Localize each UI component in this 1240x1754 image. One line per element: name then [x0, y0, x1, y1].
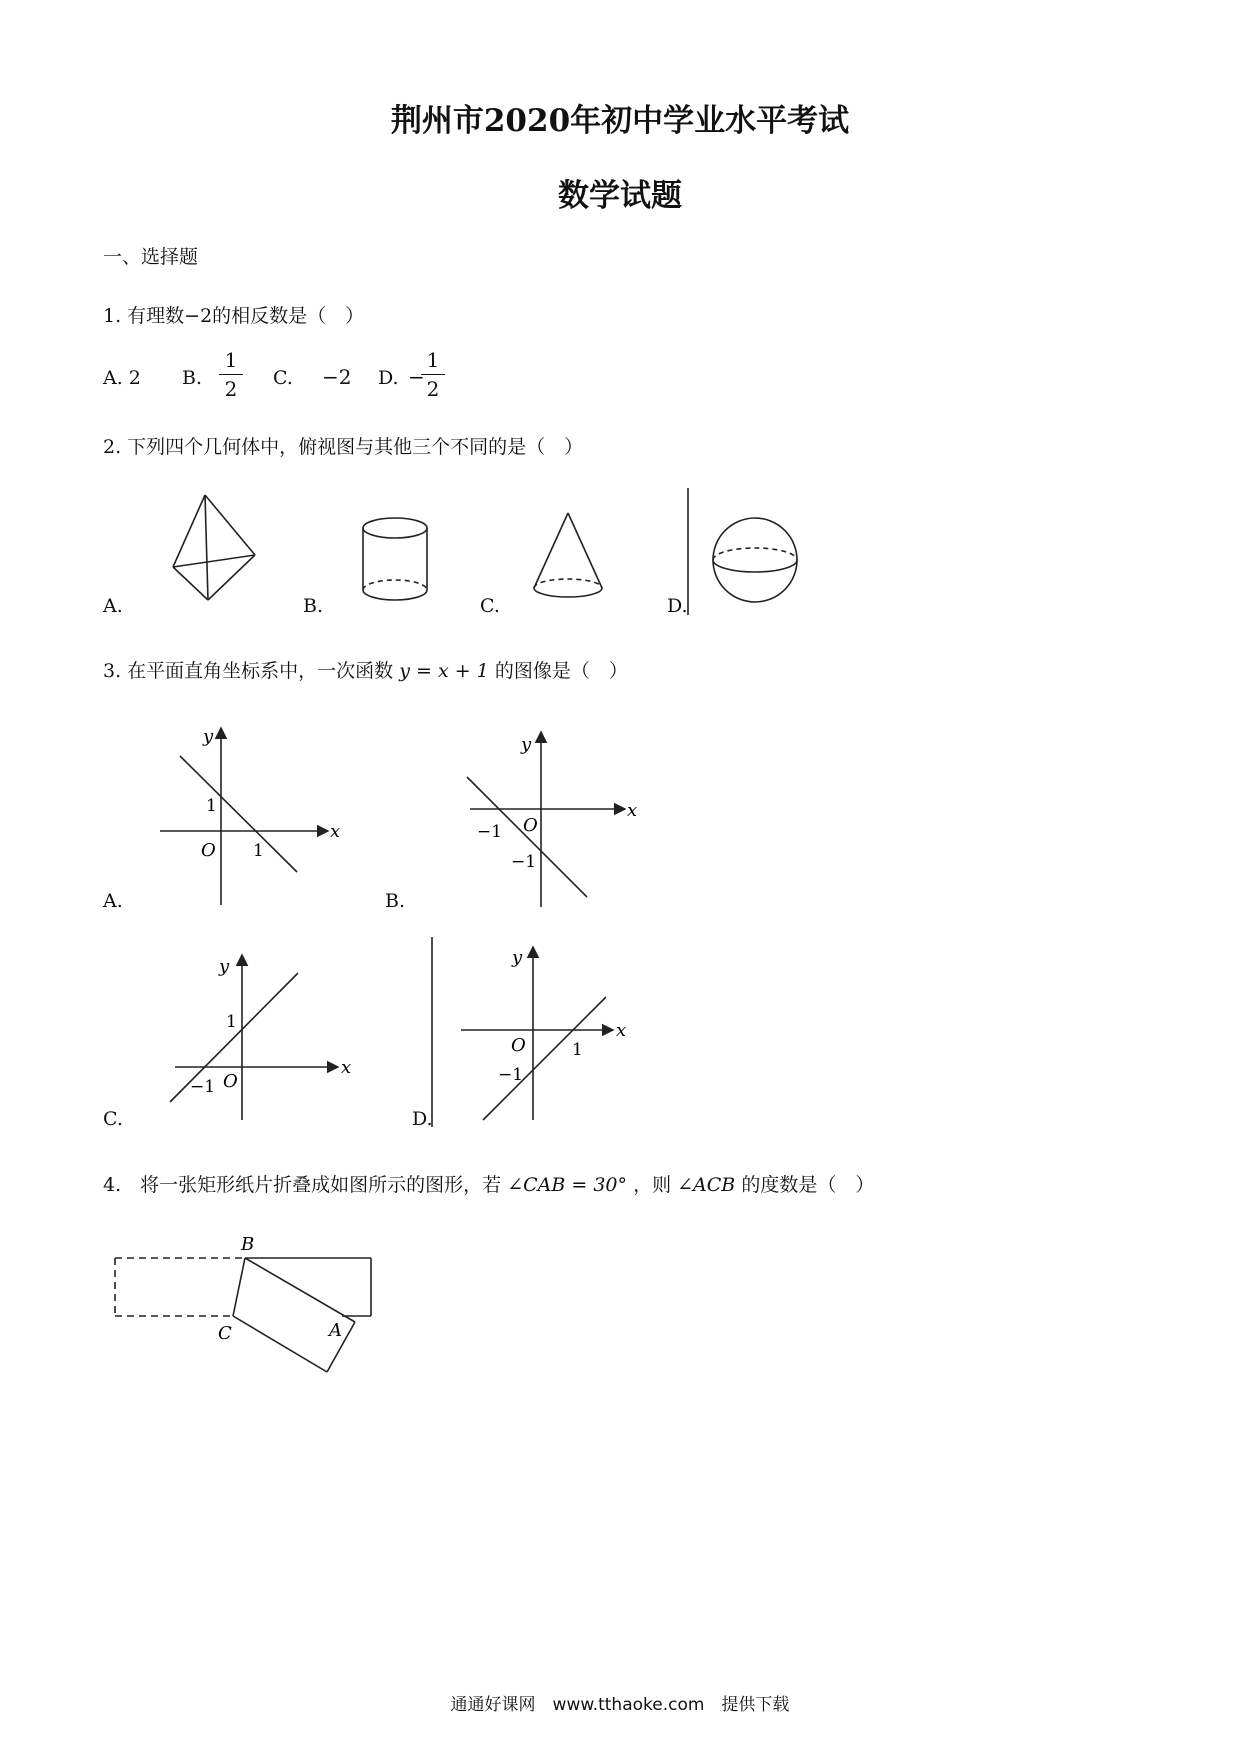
q4-point-c: C	[218, 1323, 232, 1344]
q3d-tick-x1: 1	[572, 1040, 583, 1060]
q3d-tick-yneg1: −1	[498, 1065, 524, 1085]
q4-stem-angle-acb: ∠ACB	[677, 1174, 736, 1196]
q3c-y-label: y	[219, 956, 230, 977]
q3-graph-c	[155, 945, 365, 1135]
q4-point-a: A	[329, 1320, 342, 1341]
q4-stem	[103, 1170, 874, 1197]
q4-stem-angle-cab: ∠CAB = 30°	[507, 1174, 628, 1196]
q1-option-d-sign: −	[408, 365, 425, 389]
q2-label-a: A.	[103, 595, 123, 617]
q1-option-d-label: D.	[378, 367, 399, 389]
q1-stem: 1. 有理数−2的相反数是（ ）	[103, 305, 365, 327]
q3-label-c: C.	[103, 1108, 123, 1130]
q1-d-numerator: 1	[426, 348, 440, 372]
page-footer: 通通好课网 www.tthaoke.com 提供下载	[450, 1695, 790, 1715]
q3-stem-pre: 3. 在平面直角坐标系中，一次函数	[103, 660, 394, 682]
q3b-origin: O	[523, 815, 538, 836]
q1-option-c-label: C.	[273, 367, 293, 389]
q3b-y-label: y	[521, 734, 532, 755]
q3a-y-label: y	[203, 726, 214, 747]
q3-graph-b	[455, 722, 665, 912]
q3a-tick-y1: 1	[206, 796, 217, 816]
q2-sphere-figure	[680, 485, 830, 620]
q3b-x-label: x	[627, 800, 638, 821]
q1-b-denominator: 2	[224, 377, 238, 401]
section-heading: 一、选择题	[103, 246, 199, 268]
q2-label-b: B.	[303, 595, 324, 617]
q3c-x-label: x	[341, 1057, 352, 1078]
q3-stem-equation: y = x + 1	[399, 660, 489, 682]
q4-point-b: B	[241, 1234, 255, 1255]
q3c-tick-xneg1: −1	[190, 1077, 216, 1097]
q1-option-b-fraction	[219, 348, 243, 401]
q2-label-c: C.	[480, 595, 500, 617]
q1-option-c-value: −2	[322, 365, 352, 389]
q3d-y-label: y	[512, 947, 523, 968]
q2-cone-figure	[520, 505, 620, 610]
q4-stem-post: 的度数是（ ）	[741, 1174, 875, 1196]
q2-stem: 2. 下列四个几何体中，俯视图与其他三个不同的是（ ）	[103, 436, 584, 458]
q3d-x-label: x	[616, 1020, 627, 1041]
q1-b-numerator: 1	[224, 348, 238, 372]
q1-d-denominator: 2	[426, 377, 440, 401]
paper-title: 荆州市2020年初中学业水平考试	[390, 103, 850, 139]
q4-stem-pre: 4. 将一张矩形纸片折叠成如图所示的图形，若	[103, 1174, 502, 1196]
q2-label-d: D.	[667, 595, 688, 617]
q3-label-d: D.	[412, 1108, 433, 1130]
q3b-tick-yneg1: −1	[511, 852, 537, 872]
q3a-tick-x1: 1	[253, 841, 264, 861]
q3-stem-post: 的图像是（ ）	[494, 660, 628, 682]
q3d-origin: O	[511, 1035, 526, 1056]
q3-stem	[103, 656, 628, 683]
q3b-tick-xneg1: −1	[477, 822, 503, 842]
q1-option-a: A. 2	[103, 367, 141, 389]
q3-graph-a	[150, 720, 350, 910]
q1-option-d-fraction	[421, 348, 445, 401]
q3c-origin: O	[223, 1071, 238, 1092]
q2-pyramid-figure	[140, 485, 280, 610]
q1-option-b-label: B.	[182, 367, 203, 389]
q4-stem-mid: ，则	[633, 1174, 672, 1196]
q3-label-a: A.	[103, 890, 123, 912]
q3-graph-d	[428, 935, 648, 1130]
q4-folded-rectangle-figure	[105, 1230, 395, 1390]
q2-cylinder-figure	[350, 510, 440, 610]
paper-subtitle: 数学试题	[558, 178, 682, 214]
q3a-origin: O	[201, 840, 216, 861]
q3-label-b: B.	[385, 890, 406, 912]
q3a-x-label: x	[330, 821, 341, 842]
q3c-tick-y1: 1	[226, 1012, 237, 1032]
